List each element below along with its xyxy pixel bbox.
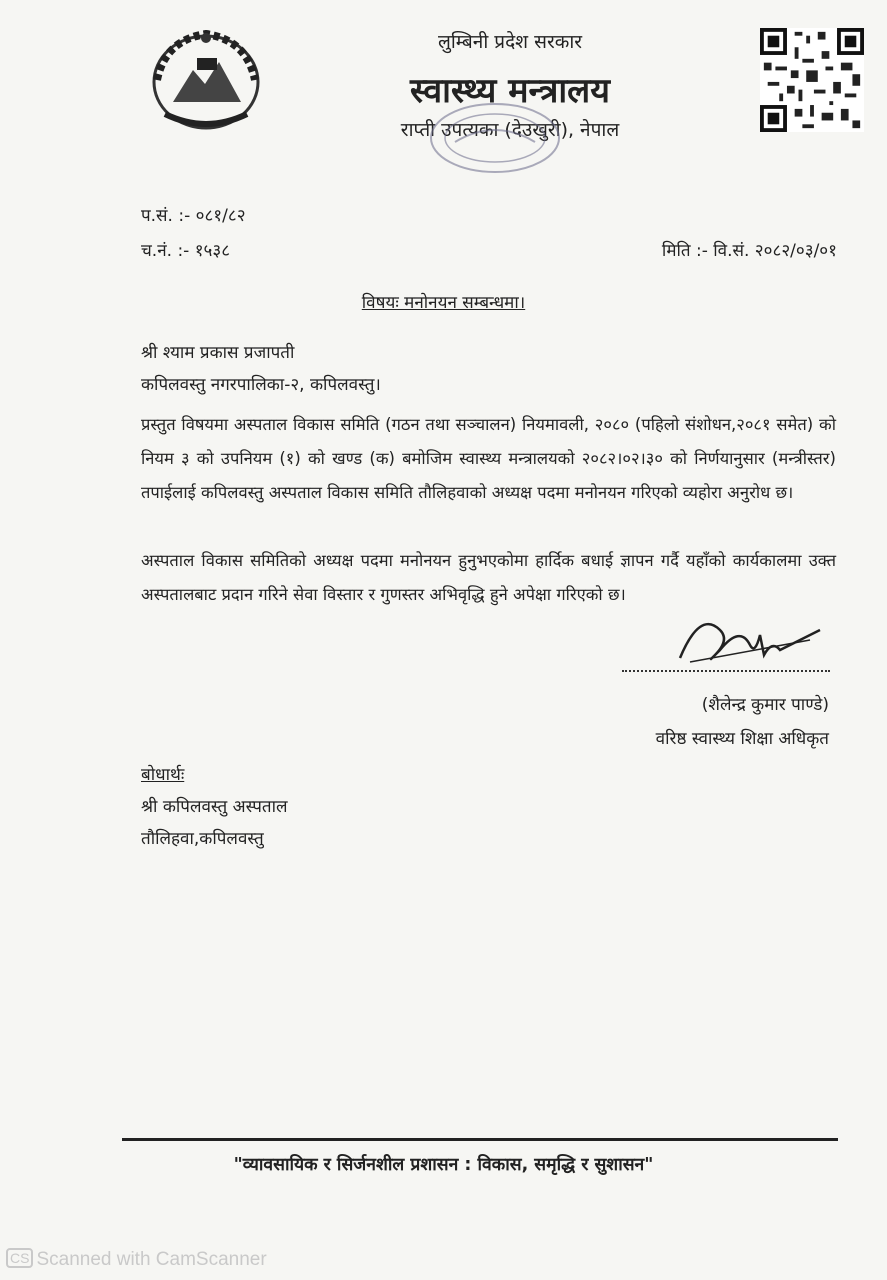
- qr-code-icon: [758, 28, 866, 132]
- ministry-name: स्वास्थ्य मन्त्रालय: [410, 71, 610, 111]
- camscanner-watermark: [6, 1248, 267, 1271]
- watermark-text: Scanned with CamScanner: [36, 1249, 267, 1270]
- subject-text: विषयः मनोनयन सम्बन्धमा।: [361, 293, 526, 313]
- office-address: राप्ती उपत्यका (देउखुरी), नेपाल: [400, 119, 620, 141]
- office-stamp-icon: [425, 98, 565, 178]
- cc-heading: बोधार्थः: [141, 765, 185, 785]
- recipient-address: कपिलवस्तु नगरपालिका-२, कपिलवस्तु।: [141, 375, 381, 395]
- chalani-number: च.नं. :- १५३८: [141, 241, 231, 261]
- signature-line: [622, 670, 830, 672]
- province-name: लुम्बिनी प्रदेश सरकार: [437, 31, 583, 53]
- camscanner-logo-icon: CS: [6, 1248, 33, 1268]
- recipient-name: श्री श्याम प्रकास प्रजापती: [141, 343, 295, 363]
- cc-line-2: तौलिहवा,कपिलवस्तु: [141, 829, 264, 849]
- nepal-emblem-icon: [145, 22, 267, 134]
- footer-rule: [122, 1138, 838, 1141]
- signer-title: वरिष्ठ स्वास्थ्य शिक्षा अधिकृत: [655, 729, 829, 749]
- cc-line-1: श्री कपिलवस्तु अस्पताल: [141, 797, 288, 817]
- patra-sankhya: प.सं. :- ०८१/८२: [141, 206, 246, 226]
- signature-icon: [660, 600, 830, 680]
- body-paragraph-2: अस्पताल विकास समितिको अध्यक्ष पदमा मनोनयन हुनुभएकोमा हार्दिक बधाई ज्ञापन गर्दै यहाँको कार्यकालमा उक्त अस्पतालबाट प्रदान गरिने सेवा विस्तार र गुणस्तर अभिवृद्धि हुने अपेक्षा गरिएको छ।: [141, 551, 836, 604]
- signer-name: (शैलेन्द्र कुमार पाण्डे): [701, 695, 829, 715]
- subject-line: [0, 290, 887, 313]
- letter-date: मिति :- वि.सं. २०८२/०३/०१: [661, 241, 837, 261]
- body-paragraph-1: प्रस्तुत विषयमा अस्पताल विकास समिति (गठन तथा सञ्चालन) नियमावली, २०८० (पहिलो संशोधन,२०८१ समेत) को नियम ३ को उपनियम (१) को खण्ड (क) बमोजिम स्वास्थ्य मन्त्रालयको २०८२।०२।३० को निर्णयानुसार (मन्त्रीस्तर) तपाईलाई कपिलवस्तु अस्पताल विकास समिति तौलिहवाको अध्यक्ष पदमा मनोनयन गरिएको व्यहोरा अनुरोध छ।: [141, 415, 836, 502]
- footer-slogan: "व्यावसायिक र सिर्जनशील प्रशासन : विकास, समृद्धि र सुशासन": [233, 1155, 654, 1175]
